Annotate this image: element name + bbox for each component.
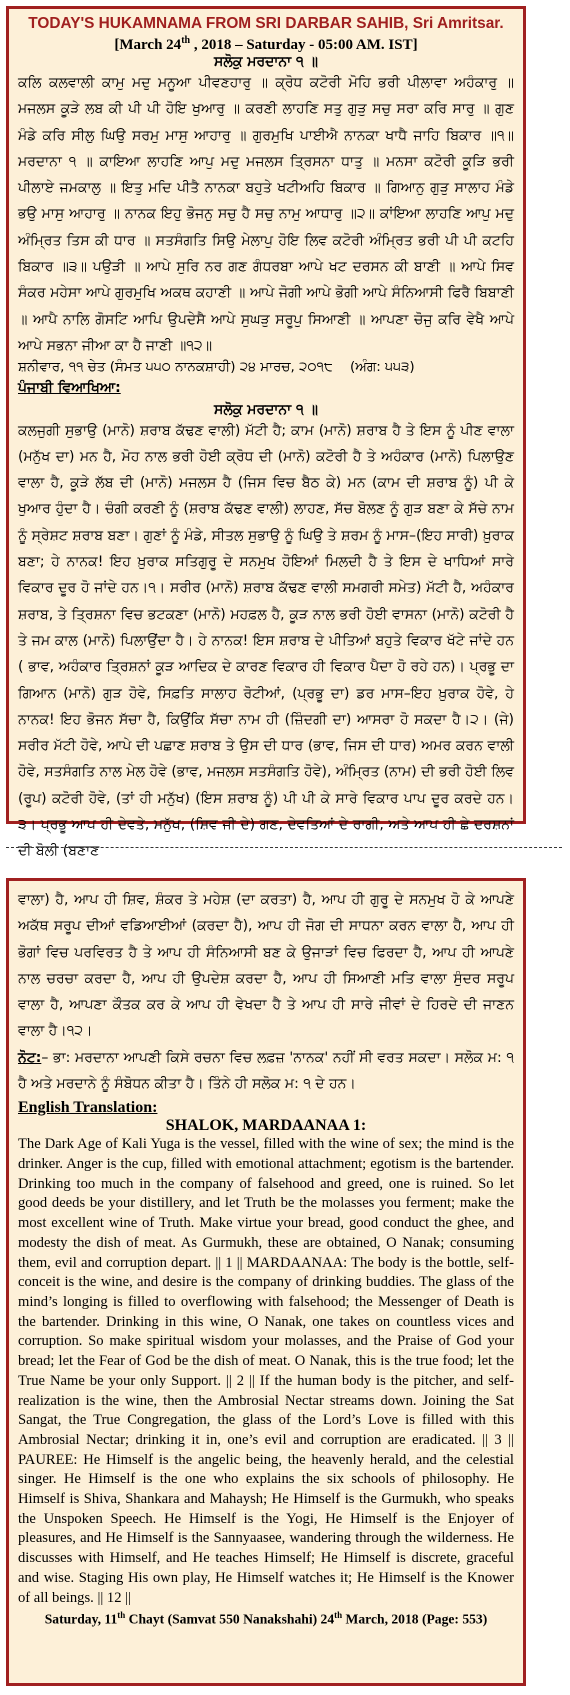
gurbani-text: ਕਲਿ ਕਲਵਾਲੀ ਕਾਮੁ ਮਦੁ ਮਨੂਆ ਪੀਵਣਹਾਰੁ ॥ ਕ੍ਰੋਧ ਕਟੋਰੀ ਮੋਹਿ ਭਰੀ ਪੀਲਾਵਾ ਅਹੰਕਾਰੁ ॥ ਮਜਲਸ ਕੂੜੇ ਲਬ ਕੀ ਪੀ ਪੀ ਹੋਇ ਖੁਆਰੁ ॥ ਕਰਣੀ ਲਾਹਣਿ ਸਤੁ ਗੁੜੁ ਸਚੁ ਸਰਾ ਕਰਿ ਸਾਰੁ ॥ ਗੁਣ ਮੰਡੇ ਕਰਿ ਸੀਲੁ ਘਿਉ ਸਰਮੁ ਮਾਸੁ ਆਹਾਰੁ ॥ ਗੁਰਮੁਖਿ ਪਾਈਐ ਨਾਨਕਾ ਖਾਧੈ ਜਾਹਿ ਬਿਕਾਰ ॥੧॥ ਮਰਦਾਨਾ ੧ ॥ ਕਾਇਆ ਲਾਹਣਿ ਆਪੁ ਮਦੁ ਮਜਲਸ ਤ੍ਰਿਸਨਾ ਧਾਤੁ ॥ ਮਨਸਾ ਕਟੋਰੀ ਕੂੜਿ ਭਰੀ ਪੀਲਾਏ ਜਮਕਾਲੁ ॥ ਇਤੁ ਮਦਿ ਪੀਤੈ ਨਾਨਕਾ ਬਹੁਤੇ ਖਟੀਅਹਿ ਬਿਕਾਰ ॥ ਗਿਆਨੁ ਗੁੜੁ ਸਾਲਾਹ ਮੰਡੇ ਭਉ ਮਾਸੁ ਆਹਾਰੁ ॥ ਨਾਨਕ ਇਹੁ ਭੋਜਨੁ ਸਚੁ ਹੈ ਸਚੁ ਨਾਮੁ ਆਧਾਰੁ ॥੨॥ ਕਾਂਇਆ ਲਾਹਣਿ ਆਪੁ ਮਦੁ ਅੰਮ੍ਰਿਤ ਤਿਸ ਕੀ ਧਾਰ ॥ ਸਤਸੰਗਤਿ ਸਿਉ ਮੇਲਾਪੁ ਹੋਇ ਲਿਵ ਕਟੋਰੀ ਅੰਮ੍ਰਿਤ ਭਰੀ ਪੀ ਪੀ ਕਟਹਿ ਬਿਕਾਰ ॥੩॥ ਪਉੜੀ ॥ ਆਪੇ ਸੁਰਿ ਨਰ ਗਣ ਗੰਧਰਬਾ ਆਪੇ ਖਟ ਦਰਸਨ ਕੀ ਬਾਣੀ ॥ ਆਪੇ ਸਿਵ ਸੰਕਰ ਮਹੇਸਾ ਆਪੇ ਗੁਰਮੁਖਿ ਅਕਥ ਕਹਾਣੀ ॥ ਆਪੇ ਜੋਗੀ ਆਪੇ ਭੋਗੀ ਆਪੇ ਸੰਨਿਆਸੀ ਫਿਰੈ ਬਿਬਾਣੀ ॥ ਆਪੈ ਨਾਲਿ ਗੋਸਟਿ ਆਪਿ ਉਪਦੇਸੈ ਆਪੇ ਸੁਘੜੁ ਸਰੂਪੁ ਸਿਆਣੀ ॥ ਆਪਣਾ ਚੋਜੁ ਕਰਿ ਵੇਖੈ ਆਪੇ ਆਪੇ ਸਭਨਾ ਜੀਆ ਕਾ ਹੈ ਜਾਣੀ ॥੧੨॥: [18, 75, 514, 354]
vyakhya-heading: ਪੰਜਾਬੀ ਵਿਆਖਿਆ:: [18, 380, 121, 397]
hukamnama-panel-top: [6, 6, 526, 860]
page-separator: [6, 847, 562, 848]
vyakhya-subheading: ਸਲੋਕੁ ਮਰਦਾਨਾ ੧ ॥: [214, 401, 318, 418]
note-label: ਨੋਟ:: [18, 1049, 42, 1066]
gurbani-date-line: ਸ਼ਨੀਵਾਰ, ੧੧ ਚੇਤ (ਸੰਮਤ ੫੫੦ ਨਾਨਕਸ਼ਾਹੀ) ੨੪ ਮਾਰਚ, ੨੦੧੮ (ਅੰਗ: ੫੫੩): [18, 359, 415, 376]
ang-number: (ਅੰਗ: ੫੫੩): [349, 359, 415, 376]
vyakhya-text-part1: ਕਲਜੁਗੀ ਸੁਭਾਉ (ਮਾਨੋ) ਸ਼ਰਾਬ ਕੱਢਣ ਵਾਲੀ) ਮੱਟੀ ਹੈ; ਕਾਮ (ਮਾਨੋ) ਸ਼ਰਾਬ ਹੈ ਤੇ ਇਸ ਨੂੰ ਪੀਣ ਵਾਲਾ (ਮਨੁੱਖ ਦਾ) ਮਨ ਹੈ, ਮੋਹ ਨਾਲ ਭਰੀ ਹੋਈ ਕ੍ਰੋਧ ਦੀ (ਮਾਨੋ) ਕਟੋਰੀ ਹੈ ਤੇ ਅਹੰਕਾਰ (ਮਾਨੋ) ਪਿਲਾਉਣ ਵਾਲਾ ਹੈ, ਕੂੜੇ ਲੱਬ ਦੀ (ਮਾਨੋ) ਮਜਲਸ ਹੈ (ਜਿਸ ਵਿਚ ਬੈਠ ਕੇ) ਮਨ (ਕਾਮ ਦੀ ਸ਼ਰਾਬ ਨੂੰ) ਪੀ ਕੇ ਖੁਆਰ ਹੁੰਦਾ ਹੈ। ਚੰਗੀ ਕਰਣੀ ਨੂੰ (ਸ਼ਰਾਬ ਕੱਢਣ ਵਾਲੀ) ਲਾਹਣ, ਸੱਚ ਬੋਲਣ ਨੂੰ ਗੁੜ ਬਣਾ ਕੇ ਸੱਚੇ ਨਾਮ ਨੂੰ ਸ੍ਰੇਸ਼ਟ ਸ਼ਰਾਬ ਬਣਾ। ਗੁਣਾਂ ਨੂੰ ਮੰਡੇ, ਸੀਤਲ ਸੁਭਾਉ ਨੂੰ ਘਿਉ ਤੇ ਸ਼ਰਮ ਨੂੰ ਮਾਸ–(ਇਹ ਸਾਰੀ) ਖ਼ੁਰਾਕ ਬਣਾ; ਹੇ ਨਾਨਕ! ਇਹ ਖ਼ੁਰਾਕ ਸਤਿਗੁਰੂ ਦੇ ਸਨਮੁਖ ਹੋਇਆਂ ਮਿਲਦੀ ਹੈ ਤੇ ਇਸ ਦੇ ਖਾਧਿਆਂ ਸਾਰੇ ਵਿਕਾਰ ਦੂਰ ਹੋ ਜਾਂਦੇ ਹਨ।੧। ਸਰੀਰ (ਮਾਨੋ) ਸ਼ਰਾਬ ਕੱਢਣ ਵਾਲੀ ਸਮਗਰੀ ਸਮੇਤ) ਮੱਟੀ ਹੈ, ਅਹੰਕਾਰ ਸ਼ਰਾਬ, ਤੇ ਤ੍ਰਿਸ਼ਨਾ ਵਿਚ ਭਟਕਣਾ (ਮਾਨੋ) ਮਹਫ਼ਲ ਹੈ, ਕੂੜ ਨਾਲ ਭਰੀ ਹੋਈ ਵਾਸਨਾ (ਮਾਨੋ) ਕਟੋਰੀ ਹੈ ਤੇ ਜਮ ਕਾਲ (ਮਾਨੋ) ਪਿਲਾਉਂਦਾ ਹੈ। ਹੇ ਨਾਨਕ! ਇਸ ਸ਼ਰਾਬ ਦੇ ਪੀਤਿਆਂ ਬਹੁਤੇ ਵਿਕਾਰ ਖੱਟੇ ਜਾਂਦੇ ਹਨ ( ਭਾਵ, ਅਹੰਕਾਰ ਤ੍ਰਿਸ਼ਨਾਂ ਕੂੜ ਆਦਿਕ ਦੇ ਕਾਰਣ ਵਿਕਾਰ ਹੀ ਵਿਕਾਰ ਪੈਦਾ ਹੋ ਰਹੇ ਹਨ)। ਪ੍ਰਭੂ ਦਾ ਗਿਆਨ (ਮਾਨੋ) ਗੁੜ ਹੋਵੇ, ਸਿਫ਼ਤਿ ਸਾਲਾਹ ਰੋਟੀਆਂ, (ਪ੍ਰਭੂ ਦਾ) ਡਰ ਮਾਸ–ਇਹ ਖ਼ੁਰਾਕ ਹੋਵੇ, ਹੇ ਨਾਨਕ! ਇਹ ਭੋਜਨ ਸੱਚਾ ਹੈ, ਕਿਉਂਕਿ ਸੱਚਾ ਨਾਮ ਹੀ (ਜ਼ਿੰਦਗੀ ਦਾ) ਆਸਰਾ ਹੋ ਸਕਦਾ ਹੈ।੨। (ਜੇ) ਸਰੀਰ ਮੱਟੀ ਹੋਵੇ, ਆਪੇ ਦੀ ਪਛਾਣ ਸ਼ਰਾਬ ਤੇ ਉਸ ਦੀ ਧਾਰ (ਭਾਵ, ਜਿਸ ਦੀ ਧਾਰ) ਅਮਰ ਕਰਨ ਵਾਲੀ ਹੋਵੇ, ਸਤਸੰਗਤਿ ਨਾਲ ਮੇਲ ਹੋਵੇ (ਭਾਵ, ਮਜਲਸ ਸਤਸੰਗਤਿ ਹੋਵੇ), ਅੰਮ੍ਰਿਤ (ਨਾਮ) ਦੀ ਭਰੀ ਹੋਈ ਲਿਵ (ਰੂਪ) ਕਟੋਰੀ ਹੋਵੇ, (ਤਾਂ ਹੀ ਮਨੁੱਖ) (ਇਸ ਸ਼ਰਾਬ ਨੂੰ) ਪੀ ਪੀ ਕੇ ਸਾਰੇ ਵਿਕਾਰ ਪਾਪ ਦੂਰ ਕਰਦੇ ਹਨ।੩। ਪ੍ਰਭੂ ਆਪ ਹੀ ਦੇਵਤੇ, ਮਨੁੱਖ, (ਸ਼ਿਵ ਜੀ ਦੇ) ਗਣ, ਦੇਵਤਿਆਂ ਦੇ ਰਾਗੀ, ਅਤੇ ਆਪ ਹੀ ਛੇ ਦਰਸ਼ਨਾਂ ਦੀ ਬੋਲੀ (ਬਣਾਣ: [18, 422, 514, 860]
gurbani-heading: ਸਲੋਕੁ ਮਰਦਾਨਾ ੧ ॥: [214, 54, 318, 70]
vyakhya-text-part2: ਵਾਲਾ) ਹੈ, ਆਪ ਹੀ ਸ਼ਿਵ, ਸ਼ੰਕਰ ਤੇ ਮਹੇਸ਼ (ਦਾ ਕਰਤਾ) ਹੈ, ਆਪ ਹੀ ਗੁਰੂ ਦੇ ਸਨਮੁਖ ਹੋ ਕੇ ਆਪਣੇ ਅਕੱਥ ਸਰੂਪ ਦੀਆਂ ਵਡਿਆਈਆਂ (ਕਰਦਾ ਹੈ), ਆਪ ਹੀ ਜੋਗ ਦੀ ਸਾਧਨਾ ਕਰਨ ਵਾਲਾ ਹੈ, ਆਪ ਹੀ ਭੋਗਾਂ ਵਿਚ ਪਰਵਿਰਤ ਹੈ ਤੇ ਆਪ ਹੀ ਸੰਨਿਆਸੀ ਬਣ ਕੇ ਉਜਾੜਾਂ ਵਿਚ ਫਿਰਦਾ ਹੈ, ਆਪ ਹੀ ਆਪਣੇ ਨਾਲ ਚਰਚਾ ਕਰਦਾ ਹੈ, ਆਪ ਹੀ ਉਪਦੇਸ਼ ਕਰਦਾ ਹੈ, ਆਪ ਹੀ ਸਿਆਣੀ ਮਤਿ ਵਾਲਾ ਸੁੰਦਰ ਸਰੂਪ ਵਾਲਾ ਹੈ, ਆਪਣਾ ਕੌਤਕ ਕਰ ਕੇ ਆਪ ਹੀ ਵੇਖਦਾ ਹੈ ਤੇ ਆਪ ਹੀ ਸਾਰੇ ਜੀਵਾਂ ਦੇ ਹਿਰਦੇ ਦੀ ਜਾਣਨ ਵਾਲਾ ਹੈ।੧੨।: [18, 892, 514, 1040]
page-title: TODAY'S HUKAMNAMA FROM SRI DARBAR SAHIB, Sri Amritsar.: [28, 15, 504, 32]
english-subheading: SHALOK, MARDAANAA 1:: [165, 1117, 367, 1135]
hukamnama-panel-bottom: [6, 878, 526, 1686]
note: [18, 1045, 514, 1098]
header-date: [March 24th , 2018 – Saturday - 05:00 AM. IST]: [114, 35, 418, 53]
english-translation-text: The Dark Age of Kali Yuga is the vessel, filled with the wine of sex; the mind is the drinker. Anger is the cup, filled with emotional attachment; egotism is the bartender. Drinking too much in the company of falsehood and greed, one is ruined. So let good deeds be your distillery, and let Truth be the molasses you ferment; make the most excellent wine of Truth. Make virtue your bread, good conduct the ghee, and modesty the dish of meat. As Gurmukh, these are obtained, O Nanak; consuming them, evil and corruption depart. || 1 || MARDAANAA: The body is the bottle, self-conceit is the wine, and desire is the company of drinking buddies. The glass of the mind’s longing is filled to overflowing with falsehood; the Messenger of Death is the bartender. Drinking in this wine, O Nanak, one takes on countless vices and corruption. So make spiritual wisdom your molasses, and the Praise of God your bread; let the Fear of God be the dish of meat. O Nanak, this is the true food; let the True Name be your only Support. || 2 || If the human body is the pitcher, and self-realization is the wine, then the Ambrosial Nectar streams down. Joining the Sat Sangat, the True Congregation, the glass of the Lord’s Love is filled with this Ambrosial Nectar; drinking it in, one’s evil and corruption are eradicated. || 3 || PAUREE: He Himself is the angelic being, the heavenly herald, and the celestial singer. He Himself is the one who explains the six schools of philosophy. He Himself is Shiva, Shankara and Mahaysh; He Himself is the Gurmukh, who speaks the Unspoken Speech. He Himself is the Yogi, He Himself is the Enjoyer of pleasures, and He Himself is the Sannyaasee, wandering through the wilderness. He discusses with Himself, and He teaches Himself; He Himself is discrete, graceful and wise. Staging His own play, He Himself watches it; He Himself is the Knower of all beings. || 12 ||: [18, 1136, 514, 1606]
note-text: – ਭਾ: ਮਰਦਾਨਾ ਆਪਣੀ ਕਿਸੇ ਰਚਨਾ ਵਿਚ ਲਫ਼ਜ਼ 'ਨਾਨਕ' ਨਹੀਂ ਸੀ ਵਰਤ ਸਕਦਾ। ਸਲੋਕ ਮ: ੧ ਹੈ ਅਤੇ ਮਰਦਾਨੇ ਨੂੰ ਸੰਬੋਧਨ ਕੀਤਾ ਹੈ। ਤਿੰਨੇ ਹੀ ਸਲੋਕ ਮ: ੧ ਦੇ ਹਨ।: [18, 1049, 514, 1093]
footer-date: Saturday, 11th Chayt (Samvat 550 Nanakshahi) 24th March, 2018 (Page: 553): [44, 1610, 488, 1627]
english-heading: English Translation:: [18, 1099, 158, 1117]
